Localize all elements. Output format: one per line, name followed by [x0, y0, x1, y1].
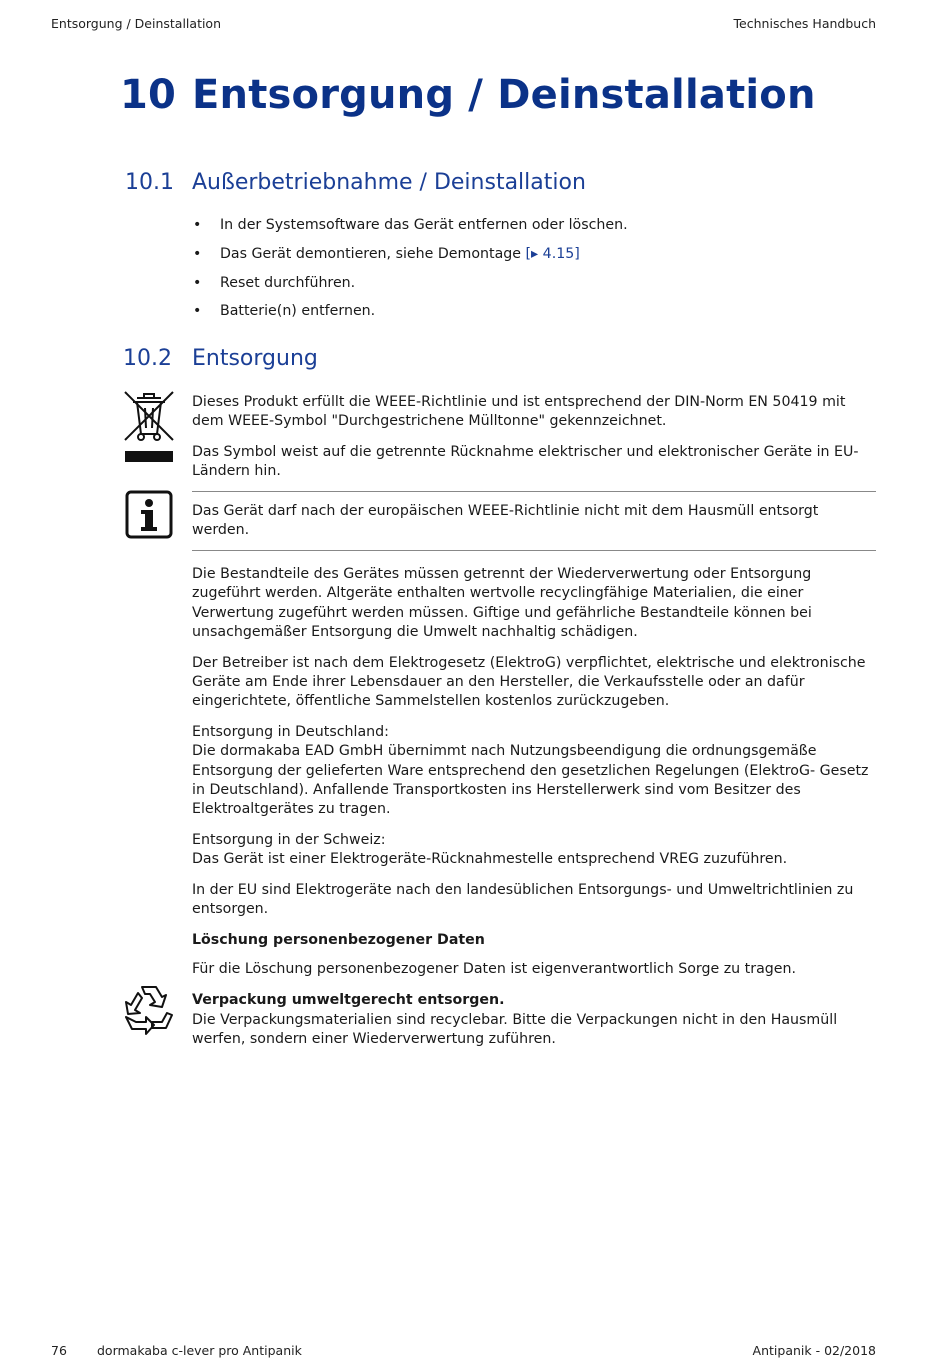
section-title: Entsorgung [192, 346, 318, 371]
weee-crossed-bin-icon [123, 390, 175, 466]
switzerland-heading: Entsorgung in der Schweiz: [192, 831, 386, 848]
disposal-text-block [192, 565, 876, 1050]
list-item: • In der Systemsoftware das Gerät entfernen oder löschen. [193, 217, 628, 233]
section-title: Außerbetriebnahme / Deinstallation [192, 170, 586, 195]
footer-product: dormakaba c-lever pro Antipanik [97, 1343, 302, 1358]
section-number: 10.2 [123, 346, 172, 371]
germany-text: Die dormakaba EAD GmbH übernimmt nach Nutzungsbeendigung die ordnungsgemäße Entsorgung der gelieferten Ware entsprechend den gesetzlichen Regelungen (ElektroG- Gesetz in Deutschland). Anfallende Transportkosten ins Herstellerwerk sind vom Besitzer des Elektroaltgerätes zu tragen. [192, 743, 869, 818]
data-deletion-text: Für die Löschung personenbezogener Daten ist eigenverantwortlich Sorge zu tragen. [192, 960, 797, 977]
data-deletion-heading: Löschung personenbezogener Daten [192, 931, 485, 948]
paragraph: Die Bestandteile des Gerätes müssen getrennt der Wiederverwertung oder Entsorgung zugeführt werden. Altgeräte enthalten wertvolle recyclingfähige Materialien, die einer Verwertung zugeführt werden müssen. Giftige und gefährliche Bestandteile können bei unsachgemäßer Entsorgung die Umwelt nachhaltig schädigen. [192, 566, 812, 641]
list-item: • Batterie(n) entfernen. [193, 303, 376, 320]
germany-heading: Entsorgung in Deutschland: [192, 723, 389, 740]
cross-reference-link[interactable]: [▸ 4.15] [525, 245, 580, 262]
info-note-text: Das Gerät darf nach der europäischen WEEE-Richtlinie nicht mit dem Hausmüll entsorgt werden. [192, 503, 819, 539]
switzerland-text: Das Gerät ist einer Elektrogeräte-Rücknahmestelle entsprechend VREG zuzuführen. [192, 851, 788, 868]
paragraph: Dieses Produkt erfüllt die WEEE-Richtlinie und ist entsprechend der DIN-Norm EN 50419 mit dem WEEE-Symbol "Durchgestrichene Mülltonne" gekennzeichnet. [192, 394, 846, 430]
bullet-list [192, 216, 876, 331]
list-item: • Reset durchführen. [193, 274, 356, 291]
info-icon [125, 490, 173, 539]
weee-text-block [192, 393, 876, 482]
chapter-title: Entsorgung / Deinstallation [192, 72, 816, 118]
packaging-text: Die Verpackungsmaterialien sind recyclebar. Bitte die Verpackungen nicht in den Hausmüll werfen, sondern einer Wiederverwertung zuführen. [192, 1011, 838, 1048]
list-item: • Das Gerät demontieren, siehe Demontage [▸ 4.15] [193, 245, 580, 262]
germany-paragraph [192, 723, 876, 820]
running-header-right: Technisches Handbuch [733, 16, 876, 31]
switzerland-paragraph [192, 831, 876, 870]
paragraph: Das Symbol weist auf die getrennte Rücknahme elektrischer und elektronischer Geräte in EU-Ländern hin. [192, 443, 859, 480]
packaging-heading: Verpackung umweltgerecht entsorgen. [192, 992, 505, 1009]
section-number: 10.1 [125, 170, 174, 195]
chapter-number: 10 [120, 72, 177, 118]
page-number: 76 [51, 1343, 67, 1358]
footer-version: Antipanik - 02/2018 [752, 1343, 876, 1358]
eu-paragraph: In der EU sind Elektrogeräte nach den landesüblichen Entsorgungs- und Umweltrichtlinien zu entsorgen. [192, 881, 854, 918]
divider [192, 491, 876, 492]
divider [192, 550, 876, 551]
paragraph: Der Betreiber ist nach dem Elektrogesetz (ElektroG) verpflichtet, elektrische und elektronische Geräte am Ende ihrer Lebensdauer an den Hersteller, die Verkaufsstelle oder an dafür eingerichtete, öffentliche Sammelstellen kostenlos zurückzugeben. [192, 654, 866, 710]
recycling-icon [122, 983, 176, 1035]
running-header-left: Entsorgung / Deinstallation [51, 16, 222, 31]
